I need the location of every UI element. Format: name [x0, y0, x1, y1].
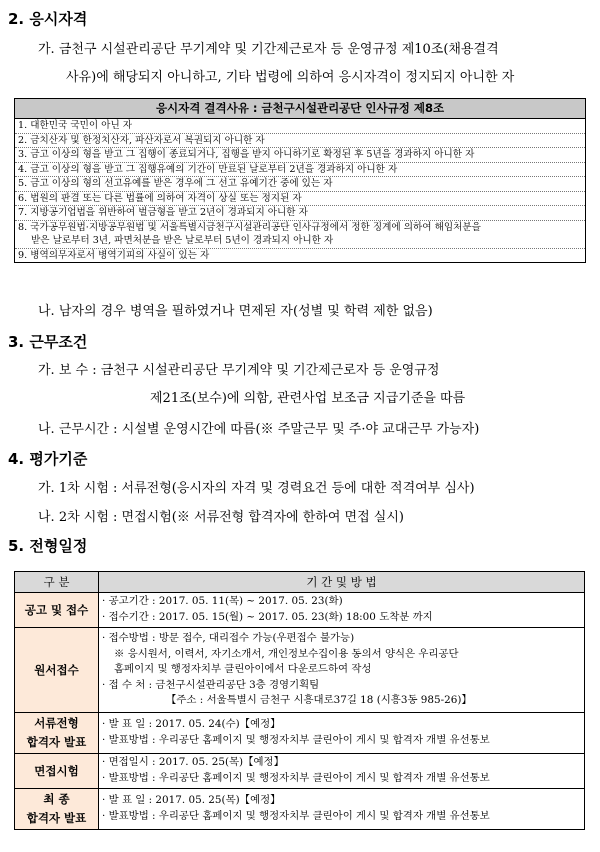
row-category: 원서접수: [15, 628, 99, 713]
evaluation-first: 가. 1차 시험 : 서류전형(응시자의 자격 및 경력요건 등에 대한 적격여부 심사): [38, 481, 475, 496]
qualification-item-na: 나. 남자의 경우 병역을 필하였거나 면제된 자(성별 및 학력 제한 없음): [38, 304, 433, 319]
section-2-heading: 2. 응시자격: [8, 10, 88, 28]
disqualification-item-8-line1: 8. 국가공무원법·지방공무원법 및 서울특별시금천구시설관리공단 인사규정에서 정한 징계에 의하여 해임처분을: [18, 221, 481, 233]
row-details: · 발 표 일 : 2017. 05. 25(목)【예정】 · 발표방법 : 우리공단 홈페이지 및 행정자치부 클린아이 게시 및 합격자 개별 유선통보: [99, 789, 585, 830]
row-details: · 발 표 일 : 2017. 05. 24(수)【예정】 · 발표방법 : 우리공단 홈페이지 및 행정자치부 클린아이 게시 및 합격자 개별 유선통보: [99, 713, 585, 754]
row-details: · 접수방법 : 방문 접수, 대리접수 가능(우편접수 불가능) ※ 응시원서, 이력서, 자기소개서, 개인정보수집이용 동의서 양식은 우리공단 홈페이지 및 행정자치부 클린아이에서 다운로드하여 작성 · 접 수 처 : 금천구시설관리공단 3층 경영기획팀 【주소 : 서울특별시 금천구 시흥대로37길 18 (시흥3동 985-26)】: [99, 628, 585, 713]
table-row: [15, 593, 585, 628]
disqualification-item: 3. 금고 이상의 형을 받고 그 집행이 종료되거나, 집행을 받지 아니하기로 확정된 후 5년을 경과하지 아니한 자: [15, 148, 585, 163]
row-details: · 공고기간 : 2017. 05. 11(목) ~ 2017. 05. 23(화) · 접수기간 : 2017. 05. 15(월) ~ 2017. 05. 23(화) 18:00 도착분 까지: [99, 593, 585, 628]
row-category: 최 종 합격자 발표: [15, 789, 99, 830]
table-row: [15, 628, 585, 713]
schedule-table: [14, 571, 585, 830]
disqualification-item: 4. 금고 이상의 형을 받고 그 집행유예의 기간이 만료된 날로부터 2년을 경과하지 아니한 자: [15, 163, 585, 178]
disqualification-item: 1. 대한민국 국민이 아닌 자: [15, 119, 585, 134]
pay-line1: 가. 보 수 : 금천구 시설관리공단 무기계약 및 기간제근로자 등 운영규정: [38, 363, 440, 378]
disqualification-item: 5. 금고 이상의 형의 선고유예를 받은 경우에 그 선고 유예기간 중에 있는 자: [15, 177, 585, 192]
disqualification-box-title: 응시자격 결격사유 : 금천구시설관리공단 인사규정 제8조: [15, 99, 585, 119]
column-header-period-method: 기 간 및 방 법: [99, 572, 585, 593]
qualification-item-ga-line1: 가. 금천구 시설관리공단 무기계약 및 기간제근로자 등 운영규정 제10조(채용결격: [38, 42, 499, 57]
section-5-heading: 5. 전형일정: [8, 537, 88, 555]
disqualification-item-8-line2: 받은 날로부터 3년, 파면처분을 받은 날로부터 5년이 경과되지 아니한 자: [31, 235, 334, 246]
qualification-item-ga-line2: 사유)에 해당되지 아니하고, 기타 법령에 의하여 응시자격이 정지되지 아니한 자: [66, 70, 515, 85]
row-category: 면접시험: [15, 754, 99, 789]
disqualification-item-8: [15, 221, 585, 249]
table-row: [15, 713, 585, 754]
disqualification-item: 2. 금치산자 및 한정치산자, 파산자로서 복권되지 아니한 자: [15, 134, 585, 149]
evaluation-second: 나. 2차 시험 : 면접시험(※ 서류전형 합격자에 한하여 면접 실시): [38, 510, 404, 525]
work-hours: 나. 근무시간 : 시설별 운영시간에 따름(※ 주말근무 및 주·야 교대근무 가능자): [38, 422, 480, 437]
disqualification-item: 6. 법원의 판결 또는 다른 법률에 의하여 자격이 상실 또는 정지된 자: [15, 192, 585, 207]
row-category: 서류전형 합격자 발표: [15, 713, 99, 754]
disqualification-item: 7. 지방공기업법을 위반하여 벌금형을 받고 2년이 경과되지 아니한 자: [15, 206, 585, 221]
row-category: 공고 및 접수: [15, 593, 99, 628]
table-header-row: [15, 572, 585, 593]
section-4-heading: 4. 평가기준: [8, 450, 88, 468]
disqualification-box: [14, 98, 586, 263]
disqualification-item: 9. 병역의무자로서 병역기피의 사실이 있는 자: [18, 249, 210, 261]
section-3-heading: 3. 근무조건: [8, 333, 88, 351]
row-details: · 면접일시 : 2017. 05. 25(목)【예정】 · 발표방법 : 우리공단 홈페이지 및 행정자치부 클린아이 게시 및 합격자 개별 유선통보: [99, 754, 585, 789]
table-row: [15, 789, 585, 830]
column-header-category: 구 분: [15, 572, 99, 593]
pay-line2: 제21조(보수)에 의함, 관련사업 보조금 지급기준을 따름: [150, 391, 466, 406]
table-row: [15, 754, 585, 789]
